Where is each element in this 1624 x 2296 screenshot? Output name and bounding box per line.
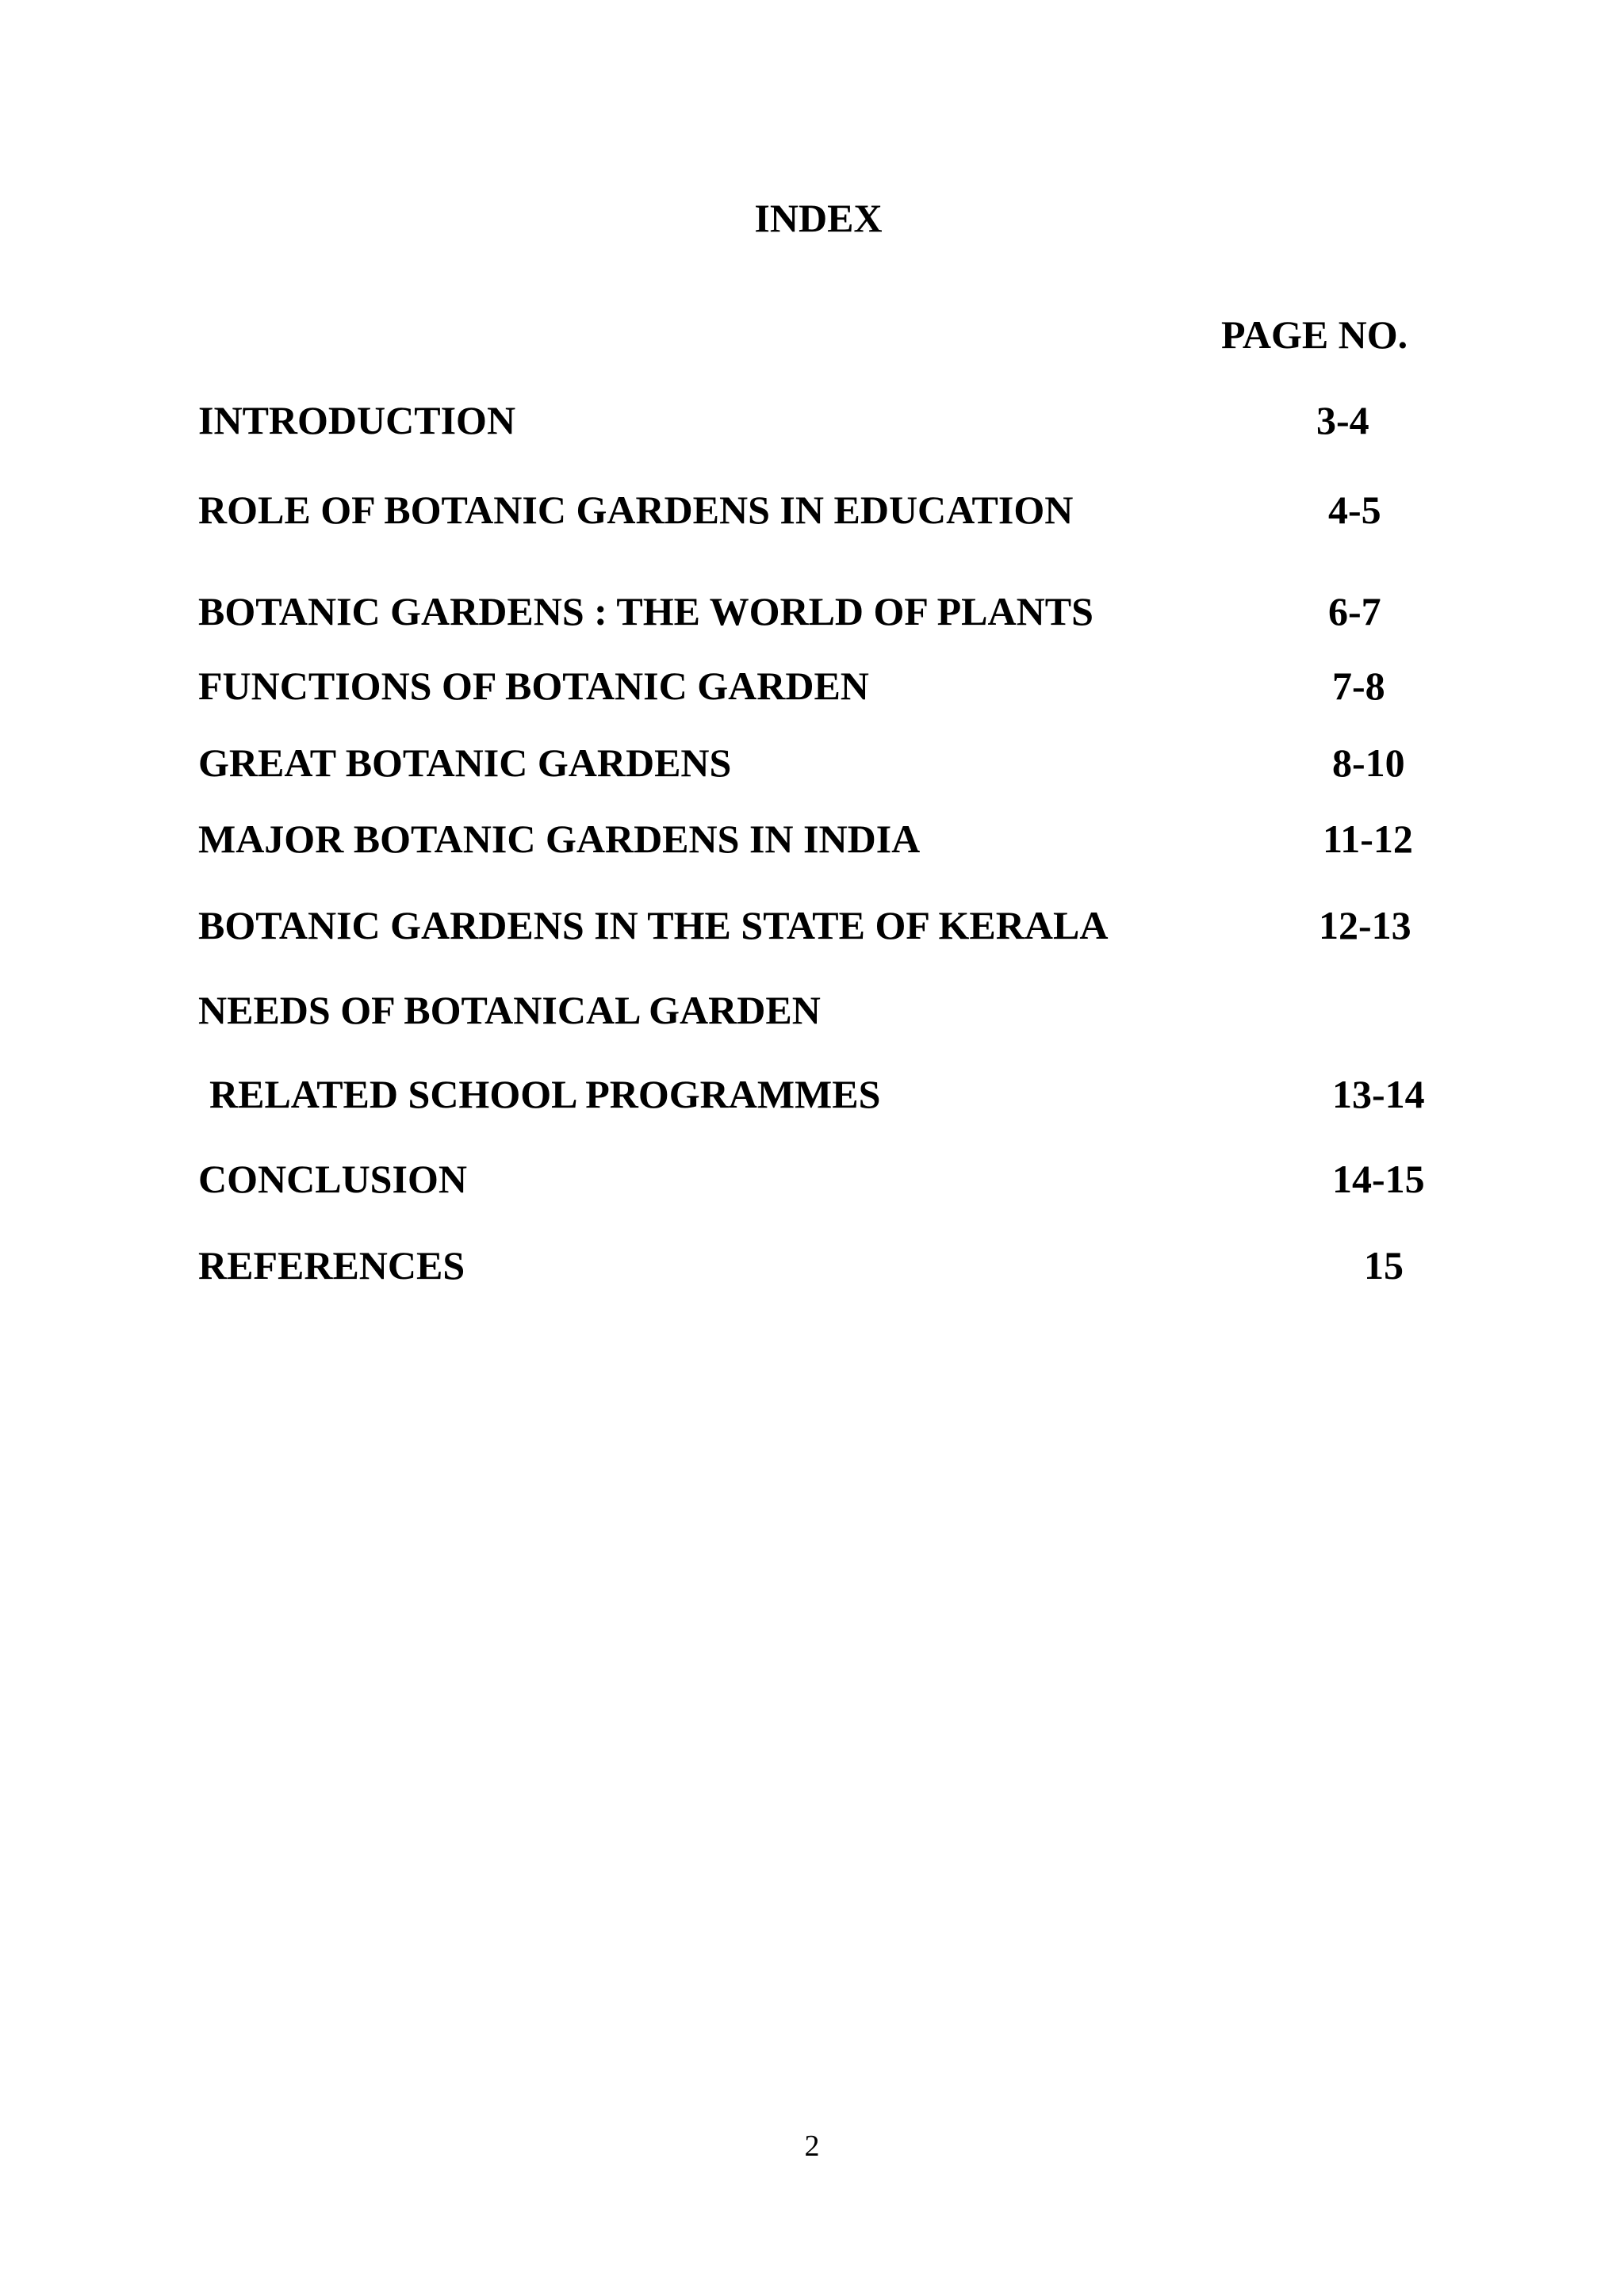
index-entry-label: GREAT BOTANIC GARDENS: [198, 740, 732, 785]
index-entry-label: CONCLUSION: [198, 1157, 467, 1201]
index-entry-label: RELATED SCHOOL PROGRAMMES: [209, 1072, 881, 1116]
index-entry-pages: 8-10: [1332, 740, 1405, 785]
index-entry-label: BOTANIC GARDENS IN THE STATE OF KERALA: [198, 903, 1109, 947]
index-title-text: INDEX: [754, 196, 883, 240]
index-title: [0, 198, 1624, 238]
index-entry-pages: 13-14: [1332, 1072, 1425, 1116]
index-entry-pages: 4-5: [1328, 488, 1381, 532]
page-number: 2: [804, 2130, 820, 2163]
index-entry-label: BOTANIC GARDENS : THE WORLD OF PLANTS: [198, 589, 1094, 633]
index-entry-label: NEEDS OF BOTANICAL GARDEN: [198, 988, 821, 1032]
page-number-column-header: PAGE NO.: [1221, 312, 1408, 357]
index-entry-pages: 3-4: [1316, 398, 1369, 442]
index-entry-pages: 14-15: [1332, 1157, 1425, 1201]
index-entry-pages: 7-8: [1332, 664, 1385, 708]
index-entry-label: ROLE OF BOTANIC GARDENS IN EDUCATION: [198, 488, 1074, 532]
index-entry-label: MAJOR BOTANIC GARDENS IN INDIA: [198, 817, 921, 861]
index-entry-pages: 12-13: [1319, 903, 1411, 947]
index-entry-pages: 6-7: [1328, 589, 1381, 633]
index-entry-pages: 11-12: [1323, 817, 1413, 861]
index-entry-pages: 15: [1364, 1243, 1404, 1288]
index-entry-label: REFERENCES: [198, 1243, 465, 1288]
index-entry-label: INTRODUCTION: [198, 398, 516, 442]
index-entry-label: FUNCTIONS OF BOTANIC GARDEN: [198, 664, 869, 708]
